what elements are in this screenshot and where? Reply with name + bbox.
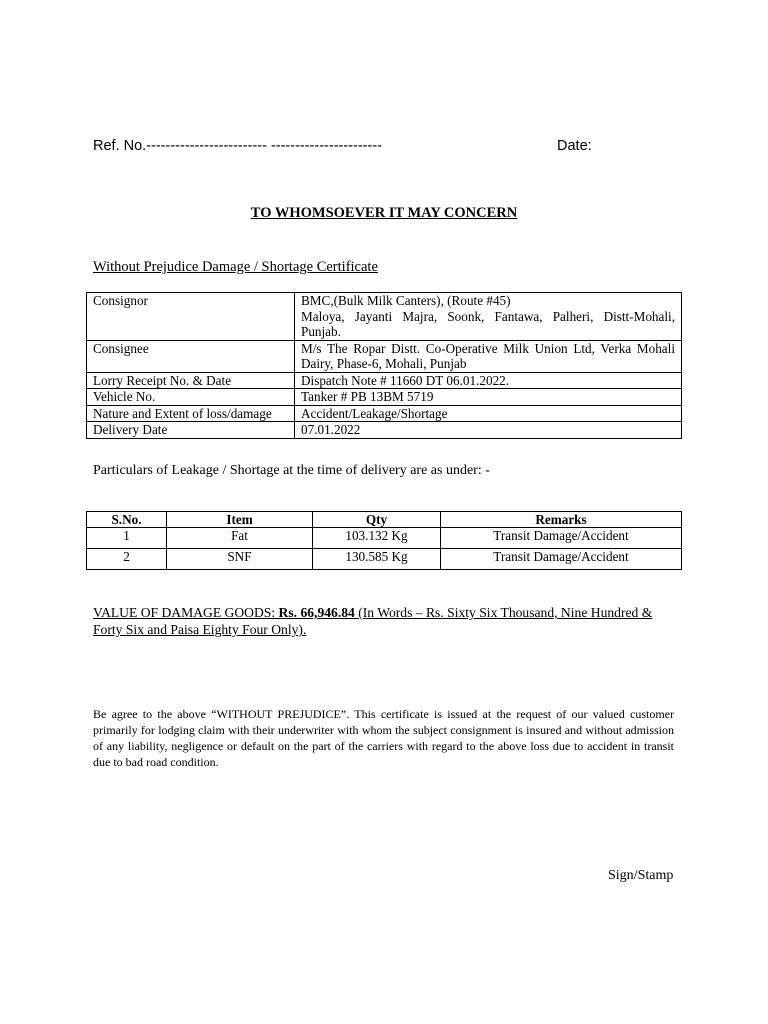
table-cell: Transit Damage/Accident	[441, 549, 682, 570]
damage-value-words: (In Words – Rs. Sixty Six Thousand, Nine Hundred & Forty Six and Paisa Eighty Four Only).	[93, 605, 653, 637]
page-title: TO WHOMSOEVER IT MAY CONCERN	[250, 205, 518, 221]
table-cell: 130.585 Kg	[313, 549, 441, 570]
damage-value-amount: Rs. 66,946.84	[278, 605, 355, 620]
table-cell: 2	[87, 549, 167, 570]
table-cell: 1	[87, 528, 167, 549]
info-label: Consignee	[87, 340, 295, 372]
consignor-line-2: Maloya, Jayanti Majra, Soonk, Fantawa, Palheri, Distt-Mohali, Punjab.	[301, 308, 675, 339]
info-label: Delivery Date	[87, 422, 295, 439]
info-label: Nature and Extent of loss/damage	[87, 405, 295, 422]
table-row	[87, 405, 682, 422]
table-cell: Fat	[167, 528, 313, 549]
date-label: Date:	[557, 138, 592, 154]
column-header: Item	[167, 512, 313, 528]
consignment-info-table	[86, 292, 682, 439]
particulars-text: Particulars of Leakage / Shortage at the time of delivery are as under: -	[93, 463, 490, 478]
table-row	[87, 293, 682, 341]
table-row	[87, 340, 682, 372]
damage-value-statement	[93, 604, 678, 638]
info-value: Accident/Leakage/Shortage	[295, 405, 682, 422]
info-value: Dispatch Note # 11660 DT 06.01.2022.	[295, 372, 682, 389]
damage-value-label: VALUE OF DAMAGE GOODS:	[93, 605, 279, 620]
column-header: Qty	[313, 512, 441, 528]
ref-number-field	[93, 138, 573, 154]
table-cell: SNF	[167, 549, 313, 570]
column-header: S.No.	[87, 512, 167, 528]
ref-number-label: Ref. No.------------------------- -----------------------	[93, 138, 382, 154]
sign-stamp-label: Sign/Stamp	[608, 868, 674, 883]
table-row	[87, 389, 682, 406]
info-value: Tanker # PB 13BM 5719	[295, 389, 682, 406]
info-value: 07.01.2022	[295, 422, 682, 439]
disclaimer-paragraph: Be agree to the above “WITHOUT PREJUDICE”. This certificate is issued at the request of our valued customer primarily for lodging claim with their underwriter with whom the subject consignment is insured and without admission of any liability, negligence or default on the part of the carriers with regard to the above loss due to accident in transit due to bad road condition.	[93, 707, 674, 769]
table-row	[87, 422, 682, 439]
certificate-subtitle: Without Prejudice Damage / Shortage Certificate	[93, 259, 378, 275]
column-header: Remarks	[441, 512, 682, 528]
table-row	[87, 528, 682, 549]
info-value	[295, 293, 682, 341]
table-row	[87, 372, 682, 389]
table-row	[87, 549, 682, 570]
items-table	[86, 511, 682, 570]
consignor-line-1: BMC,(Bulk Milk Canters), (Route #45)	[301, 293, 511, 308]
info-label: Vehicle No.	[87, 389, 295, 406]
table-cell: 103.132 Kg	[313, 528, 441, 549]
info-value: M/s The Ropar Distt. Co-Operative Milk Union Ltd, Verka Mohali Dairy, Phase-6, Mohali, Punjab	[295, 340, 682, 372]
table-cell: Transit Damage/Accident	[441, 528, 682, 549]
info-label: Lorry Receipt No. & Date	[87, 372, 295, 389]
info-label: Consignor	[87, 293, 295, 341]
table-header-row	[87, 512, 682, 528]
